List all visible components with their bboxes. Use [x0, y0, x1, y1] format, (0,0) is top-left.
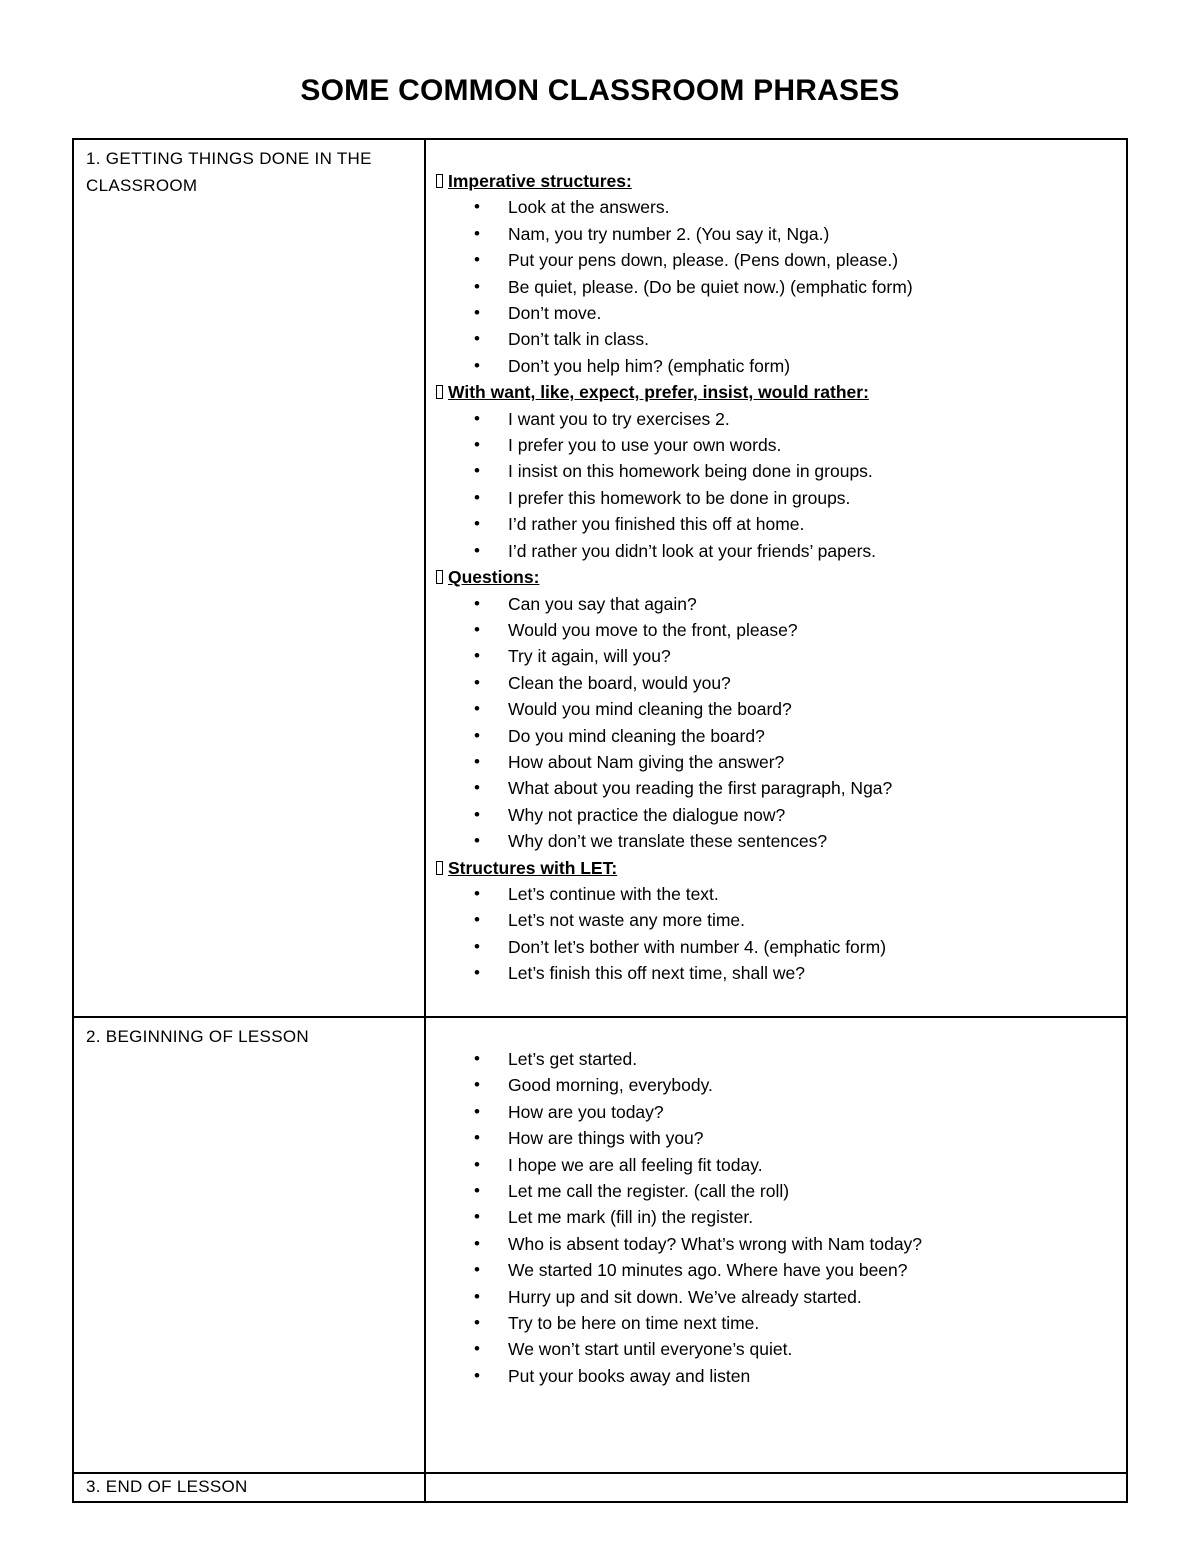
list-item-text: Don’t move. [508, 303, 602, 324]
square-bullet-icon [436, 861, 443, 875]
list-item-text: Do you mind cleaning the board? [508, 725, 765, 746]
list-item-text: Try to be here on time next time. [508, 1313, 760, 1334]
bullet-icon: • [474, 435, 480, 455]
list-item [436, 300, 1126, 326]
list-item [436, 643, 1126, 669]
table-row [73, 1473, 1127, 1502]
list-item [436, 907, 1126, 933]
section-label: 1. GETTING THINGS DONE IN THE CLASSROOM [73, 139, 425, 1017]
bullet-list [436, 1046, 1126, 1389]
list-item [436, 406, 1126, 432]
list-item-text: Why don’t we translate these sentences? [508, 831, 828, 852]
bullet-icon: • [474, 1260, 480, 1280]
bullet-icon: • [474, 646, 480, 666]
bullet-icon: • [474, 831, 480, 851]
list-item-text: Good morning, everybody. [508, 1075, 713, 1096]
list-item [436, 1310, 1126, 1336]
list-item-text: Let me call the register. (call the roll) [508, 1181, 790, 1202]
list-item [436, 274, 1126, 300]
bullet-icon: • [474, 408, 480, 428]
list-item-text: Be quiet, please. (Do be quiet now.) (emphatic form) [508, 276, 913, 297]
list-item [436, 1284, 1126, 1310]
list-item-text: We won’t start until everyone’s quiet. [508, 1339, 793, 1360]
bullet-list [436, 881, 1126, 987]
bullet-icon: • [474, 963, 480, 983]
list-item [436, 828, 1126, 854]
list-item-text: I’d rather you finished this off at home. [508, 514, 805, 535]
list-item [436, 1072, 1126, 1098]
list-item [436, 723, 1126, 749]
bullet-icon: • [474, 672, 480, 692]
group-heading [436, 379, 1126, 405]
bullet-icon: • [474, 355, 480, 375]
list-item-text: How are you today? [508, 1101, 664, 1122]
bullet-icon: • [474, 1365, 480, 1385]
bullet-icon: • [474, 725, 480, 745]
bullet-icon: • [474, 778, 480, 798]
list-item-text: I want you to try exercises 2. [508, 408, 730, 429]
bullet-icon: • [474, 223, 480, 243]
list-item-text: Look at the answers. [508, 197, 670, 218]
list-item [436, 1257, 1126, 1283]
list-item-text: Put your books away and listen [508, 1365, 751, 1386]
bullet-icon: • [474, 1154, 480, 1174]
bullet-icon: • [474, 619, 480, 639]
list-item [436, 934, 1126, 960]
section-label: 3. END OF LESSON [73, 1473, 425, 1502]
bullet-icon: • [474, 1128, 480, 1148]
bullet-icon: • [474, 804, 480, 824]
list-item-text: Let me mark (fill in) the register. [508, 1207, 754, 1228]
phrases-table [72, 138, 1128, 1503]
list-item-text: I prefer this homework to be done in groups. [508, 487, 851, 508]
bullet-icon: • [474, 1233, 480, 1253]
bullet-icon: • [474, 1049, 480, 1068]
list-item-text: Can you say that again? [508, 593, 697, 614]
list-item [436, 1363, 1126, 1389]
list-item [436, 1152, 1126, 1178]
list-item-text: How are things with you? [508, 1128, 704, 1149]
list-item [436, 881, 1126, 907]
bullet-icon: • [474, 303, 480, 323]
list-item [436, 1231, 1126, 1257]
bullet-icon: • [474, 699, 480, 719]
list-item [436, 617, 1126, 643]
list-item-text: Nam, you try number 2. (You say it, Nga.) [508, 223, 830, 244]
bullet-icon: • [474, 329, 480, 349]
list-item [436, 960, 1126, 986]
list-item [436, 802, 1126, 828]
list-item-text: I insist on this homework being done in groups. [508, 461, 873, 482]
bullet-icon: • [474, 1101, 480, 1121]
list-item-text: Let’s continue with the text. [508, 883, 719, 904]
list-item-text: Don’t let’s bother with number 4. (emphatic form) [508, 936, 887, 957]
bullet-icon: • [474, 250, 480, 270]
list-item-text: Put your pens down, please. (Pens down, please.) [508, 250, 899, 271]
bullet-icon: • [474, 276, 480, 296]
list-item-text: We started 10 minutes ago. Where have you been? [508, 1260, 908, 1281]
bullet-icon: • [474, 593, 480, 613]
list-item [436, 1204, 1126, 1230]
group-heading-text: Imperative structures: [448, 171, 632, 191]
bullet-icon: • [474, 936, 480, 956]
section-label: 2. BEGINNING OF LESSON [73, 1017, 425, 1473]
table-row [73, 1017, 1127, 1473]
bullet-icon: • [474, 514, 480, 534]
bullet-icon: • [474, 751, 480, 771]
group-heading-text: Questions: [448, 567, 540, 588]
group-heading [436, 564, 1126, 590]
bullet-icon: • [474, 1339, 480, 1359]
list-item-text: Try it again, will you? [508, 646, 671, 667]
bullet-icon: • [474, 540, 480, 560]
group-heading [436, 855, 1126, 881]
list-item [436, 1125, 1126, 1151]
list-item [436, 221, 1126, 247]
bullet-icon: • [474, 461, 480, 481]
bullet-list [436, 406, 1126, 564]
list-item [436, 1099, 1126, 1125]
bullet-list [436, 194, 1126, 379]
list-item-text: Hurry up and sit down. We’ve already started. [508, 1286, 862, 1307]
list-item-text: I hope we are all feeling fit today. [508, 1154, 763, 1175]
list-item [436, 670, 1126, 696]
list-item [436, 591, 1126, 617]
list-item [436, 775, 1126, 801]
bullet-icon: • [474, 487, 480, 507]
list-item-text: Don’t you help him? (emphatic form) [508, 355, 791, 376]
list-item-text: Let’s finish this off next time, shall we? [508, 963, 806, 984]
list-item-text: Why not practice the dialogue now? [508, 804, 786, 825]
list-item [436, 353, 1126, 379]
bullet-icon: • [474, 1207, 480, 1227]
list-item [436, 432, 1126, 458]
square-bullet-icon [436, 174, 443, 188]
bullet-icon: • [474, 1286, 480, 1306]
list-item-text: Would you mind cleaning the board? [508, 699, 792, 720]
section-content [425, 139, 1127, 1017]
bullet-icon: • [474, 197, 480, 217]
list-item-text: Who is absent today? What’s wrong with Nam today? [508, 1233, 923, 1254]
bullet-list [436, 591, 1126, 855]
list-item-text: Would you move to the front, please? [508, 619, 798, 640]
list-item-text: Clean the board, would you? [508, 672, 731, 693]
list-item-text: I prefer you to use your own words. [508, 435, 782, 456]
table-row [73, 139, 1127, 1017]
list-item [436, 247, 1126, 273]
square-bullet-icon [436, 570, 443, 584]
page-title: SOME COMMON CLASSROOM PHRASES [300, 74, 900, 107]
section-content [425, 1017, 1127, 1473]
list-item [436, 326, 1126, 352]
list-item [436, 458, 1126, 484]
list-item-text: What about you reading the first paragraph, Nga? [508, 778, 893, 799]
list-item-text: I’d rather you didn’t look at your friends’ papers. [508, 540, 877, 561]
bullet-icon: • [474, 1075, 480, 1095]
group-heading-text: With want, like, expect, prefer, insist, would rather: [448, 382, 869, 403]
list-item-text: Let’s not waste any more time. [508, 910, 746, 931]
list-item-text: How about Nam giving the answer? [508, 751, 785, 772]
list-item [436, 749, 1126, 775]
list-item [436, 194, 1126, 220]
group-heading-text: Structures with LET: [448, 857, 618, 878]
list-item [436, 1336, 1126, 1362]
bullet-icon: • [474, 883, 480, 903]
section-content [425, 1473, 1127, 1502]
section-groups [436, 168, 1126, 987]
list-item [436, 1178, 1126, 1204]
list-item [436, 485, 1126, 511]
list-item [436, 1046, 1126, 1072]
list-item [436, 511, 1126, 537]
list-item-text: Don’t talk in class. [508, 329, 650, 350]
bullet-icon: • [474, 1181, 480, 1201]
list-item-text: Let’s get started. [508, 1049, 638, 1069]
group-heading [436, 168, 1126, 194]
bullet-icon: • [474, 1313, 480, 1333]
list-item [436, 538, 1126, 564]
bullet-icon: • [474, 910, 480, 930]
square-bullet-icon [436, 385, 443, 399]
list-item [436, 696, 1126, 722]
